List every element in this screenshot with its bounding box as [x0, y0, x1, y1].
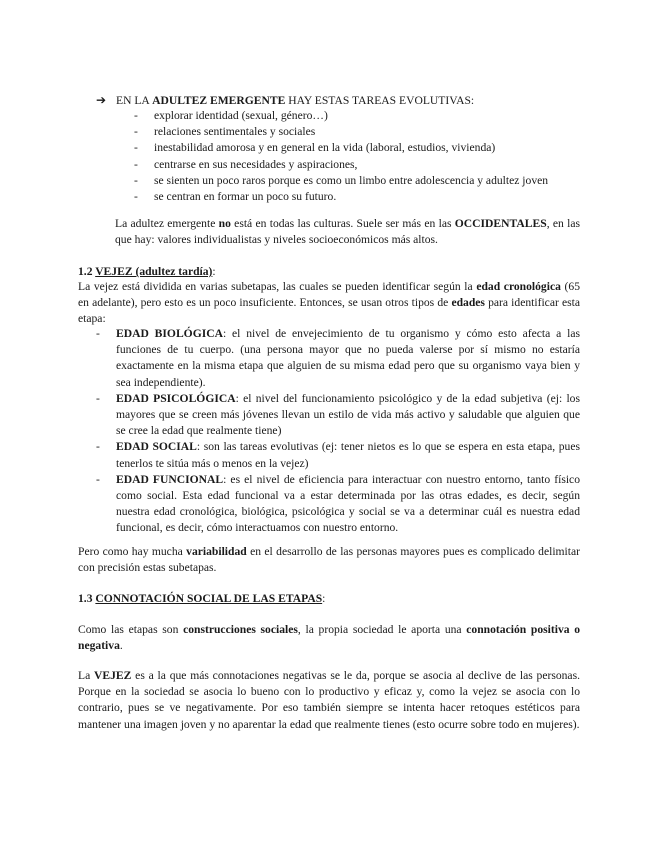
emergent-lead-bold: ADULTEZ EMERGENTE [152, 94, 286, 107]
note-text: La adultez emergente [115, 217, 219, 230]
section-colon: : [322, 592, 326, 605]
p1-bold: construcciones sociales [183, 623, 298, 636]
variability-paragraph [78, 544, 580, 576]
age-text: : son las tareas evolutivas (ej: tener nietos es lo que se espera en esta etapa, pues tenerlos te sitúa más o menos en la vejez) [116, 440, 580, 470]
emergent-tasks-list [130, 108, 570, 205]
p2-text: La [78, 669, 95, 682]
note-bold: no [218, 217, 231, 230]
age-text: : el nivel del funcionamiento psicológico y de la edad subjetiva (ej: los mayores que se creen más jóvenes llevan un estilo de vida más activo y saludable que alguien que se cree la edad que realmente tiene) [116, 391, 580, 438]
intro-bold: edades [451, 296, 485, 310]
age-term: EDAD PSICOLÓGICA [116, 391, 236, 405]
vejez-intro [78, 279, 580, 328]
arrow-bullet-icon: ➔ [96, 93, 107, 107]
age-text: : es el nivel de eficiencia para interactuar con nuestro entorno, tanto físico como social. Esta edad funcional va a estar determinada por las otras edades, es decir, según nuestra edad cronológica, biológica, psicológica y social se va a determinar cuál es nuestra edad funcional, es decir, cómo interactuamos con nuestro entorno. [116, 472, 580, 535]
emergent-culture-note [115, 216, 580, 248]
age-term: EDAD SOCIAL [116, 440, 197, 454]
emergent-lead-pre: EN LA [116, 94, 153, 107]
var-text: en el desarrollo de las personas mayores pues es complicado delimitar con precisión estas subetapas. [78, 545, 581, 575]
social-construction-paragraph [78, 622, 580, 654]
section-title: VEJEZ (adultez tardía) [95, 265, 213, 278]
list-item [78, 391, 580, 440]
vejez-connotation-paragraph [78, 668, 580, 733]
note-text: , en las que hay: valores individualistas y niveles socioeconómicos más altos. [115, 217, 580, 247]
list-item: - se sienten un poco raros porque es como un limbo entre adolescencia y adultez joven [130, 173, 570, 189]
age-text: : el nivel de envejecimiento de tu organismo y cómo esto afecta a las funciones de tu cuerpo. (una persona mayor que no pueda valerse por sí mismo no estaría exactamente en la misma etapa que alguien de su misma edad pero que su organismo vaya bien y sea independiente). [116, 327, 580, 389]
p2-text: es a la que más connotaciones negativas se le da, porque se asocia al declive de las personas. Porque en la sociedad se asocia lo bueno con lo productivo y eficaz y, como la vejez se asocia con lo contrario, pues se ve negativamente. Por eso también siempre se intenta hacer retoques estéticos para mantener una imagen joven y no aparentar la edad que realmente tienes (esto ocurre sobre todo en mujeres). [78, 669, 580, 731]
age-term: EDAD FUNCIONAL [116, 472, 224, 486]
intro-bold: edad cronológica [476, 280, 561, 293]
intro-text: La vejez está dividida en varias subetapas, las cuales se pueden identificar según la [78, 280, 477, 293]
note-text: está en todas las culturas. Suele ser más en las [230, 217, 455, 230]
section-colon: : [212, 265, 216, 278]
p1-text: Como las etapas son [78, 623, 184, 636]
list-item [78, 326, 580, 391]
section-title: CONNOTACIÓN SOCIAL DE LAS ETAPAS [95, 592, 323, 605]
note-bold: OCCIDENTALES [454, 217, 547, 230]
emergent-lead-post: HAY ESTAS TAREAS EVOLUTIVAS: [285, 94, 475, 107]
p1-text: , la propia sociedad le aporta una [297, 623, 467, 636]
var-bold: variabilidad [186, 545, 247, 558]
p1-text: . [119, 639, 123, 653]
list-item [78, 439, 580, 471]
emergent-lead [96, 92, 576, 109]
section-number: 1.2 [78, 265, 96, 278]
section-heading-connotacion [78, 591, 325, 607]
list-item: - se centran en formar un poco su futuro. [130, 189, 570, 205]
p1-bold: connotación positiva o negativa [78, 623, 581, 653]
section-number: 1.3 [78, 592, 96, 605]
age-types-list [78, 326, 580, 537]
list-item: - relaciones sentimentales y sociales [130, 124, 570, 140]
list-item: - explorar identidad (sexual, género…) [130, 108, 570, 124]
var-text: Pero como hay mucha [78, 545, 187, 558]
p2-bold: VEJEZ [94, 669, 132, 682]
list-item: - centrarse en sus necesidades y aspiraciones, [130, 157, 570, 173]
list-item [78, 472, 580, 537]
list-item: - inestabilidad amorosa y en general en la vida (laboral, estudios, vivienda) [130, 140, 570, 156]
intro-text: para identificar esta etapa: [78, 296, 580, 326]
intro-text: (65 en adelante), pero esto es un poco insuficiente. Entonces, se usan otros tipos de [78, 280, 581, 310]
section-heading-vejez [78, 264, 216, 280]
age-term: EDAD BIOLÓGICA [116, 327, 223, 340]
